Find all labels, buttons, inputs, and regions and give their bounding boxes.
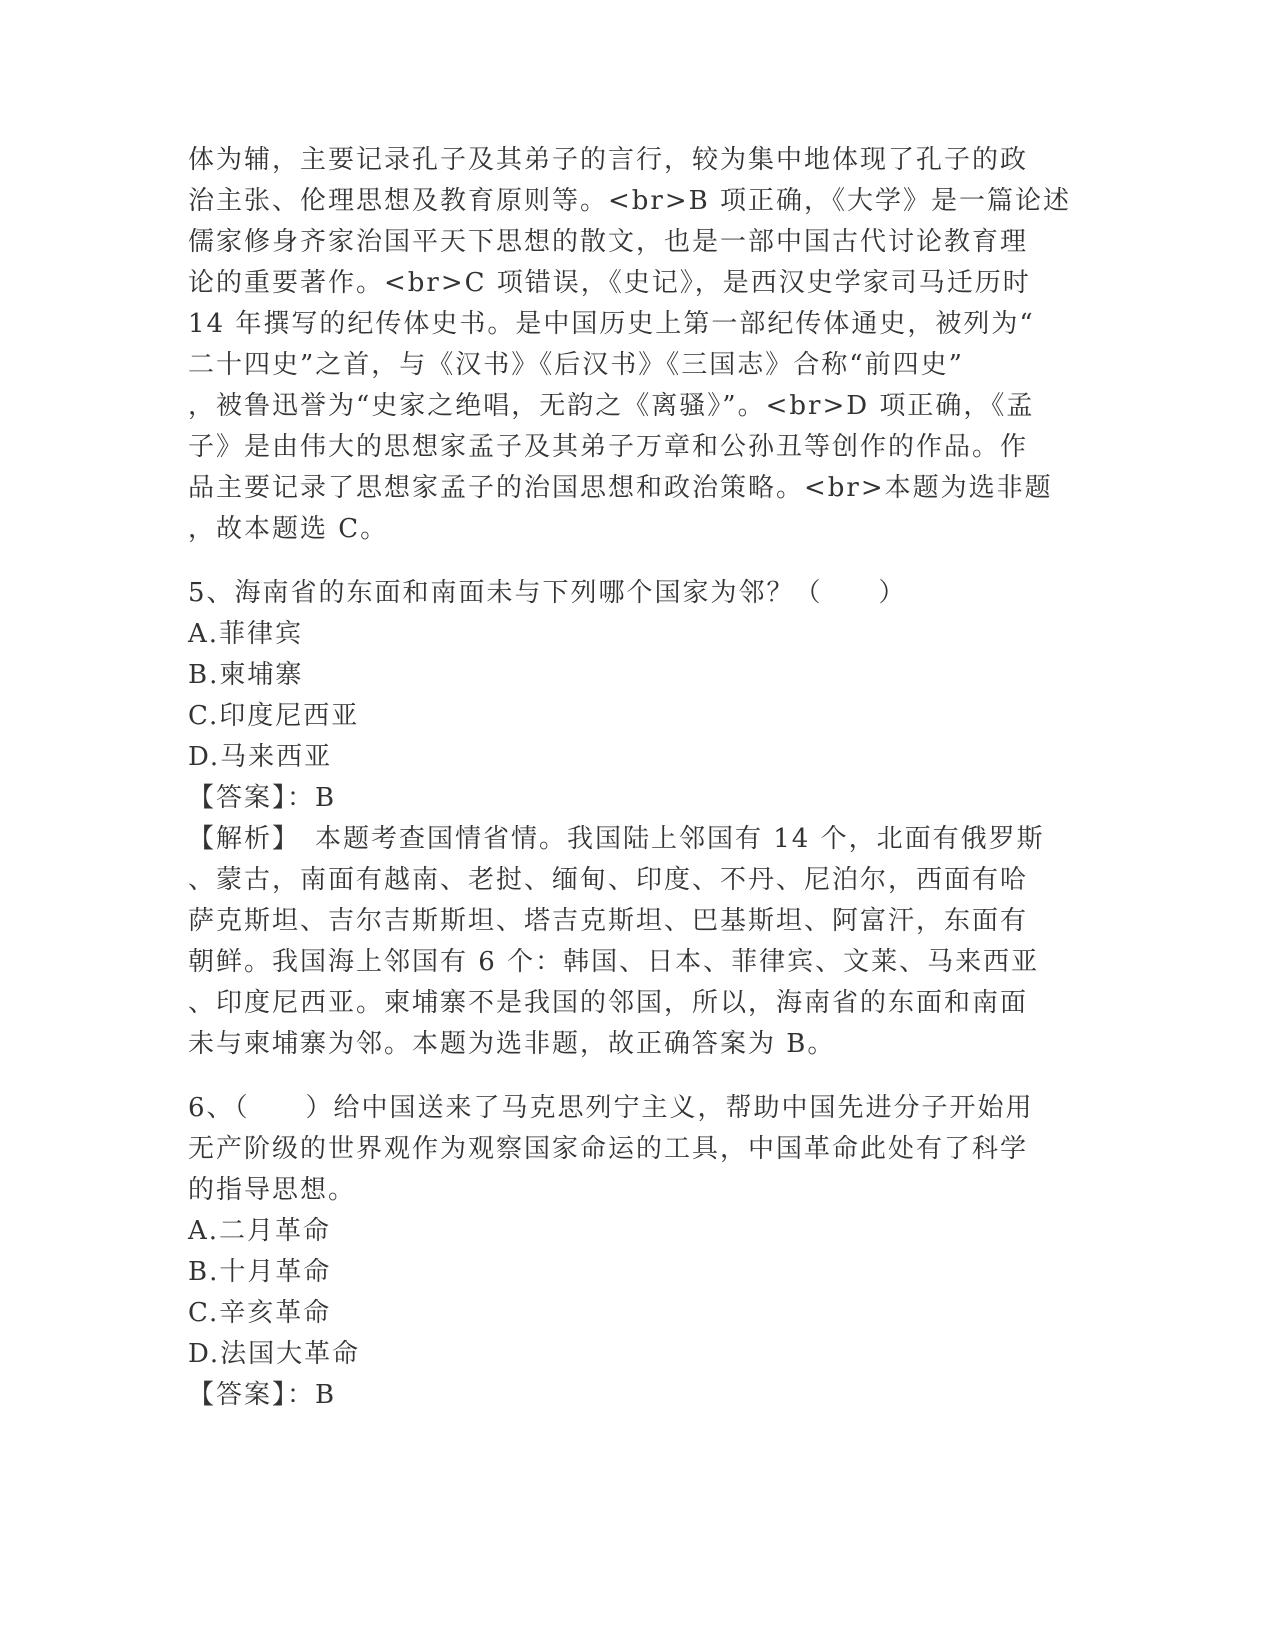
q5-stem: 5、海南省的东面和南面未与下列哪个国家为邻？（ ） xyxy=(188,578,907,608)
q6-stem-line: 无产阶级的世界观作为观察国家命运的工具，中国革命此处有了科学 xyxy=(188,1134,1029,1164)
q6-option-b: B.十月革命 xyxy=(188,1257,332,1287)
prev-explanation-line: 治主张、伦理思想及教育原则等。<br>B 项正确，《大学》是一篇论述 xyxy=(188,186,1072,216)
q5-option-d: D.马来西亚 xyxy=(188,742,333,772)
prev-explanation-line: 品主要记录了思想家孟子的治国思想和政治策略。<br>本题为选非题 xyxy=(188,473,1053,503)
q5-option-a: A.菲律宾 xyxy=(188,619,304,649)
q5-analysis-line: 萨克斯坦、吉尔吉斯斯坦、塔吉克斯坦、巴基斯坦、阿富汗，东面有 xyxy=(188,906,1029,936)
q5-analysis-line: 、蒙古，南面有越南、老挝、缅甸、印度、不丹、尼泊尔，西面有哈 xyxy=(188,865,1029,895)
q5-answer: 【答案】：B xyxy=(188,783,337,813)
q6-option-a: A.二月革命 xyxy=(188,1216,332,1246)
q6-stem-line: 6、（ ）给中国送来了马克思列宁主义，帮助中国先进分子开始用 xyxy=(188,1093,1034,1123)
prev-explanation-line: 14 年撰写的纪传体史书。是中国历史上第一部纪传体通史，被列为“ xyxy=(188,309,1035,339)
q5-analysis-line: 朝鲜。我国海上邻国有 6 个：韩国、日本、菲律宾、文莱、马来西亚 xyxy=(188,947,1040,977)
prev-explanation-line: ，故本题选 C。 xyxy=(188,514,389,544)
prev-explanation-line: 儒家修身齐家治国平天下思想的散文，也是一部中国古代讨论教育理 xyxy=(188,227,1029,257)
prev-explanation-line: 体为辅，主要记录孔子及其弟子的言行，较为集中地体现了孔子的政 xyxy=(188,145,1029,175)
q5-analysis-line: 【解析】 本题考查国情省情。我国陆上邻国有 14 个，北面有俄罗斯 xyxy=(188,824,1045,854)
q5-option-b: B.柬埔寨 xyxy=(188,660,304,690)
prev-explanation-line: 论的重要著作。<br>C 项错误，《史记》，是西汉史学家司马迁历时 xyxy=(188,268,1031,298)
q6-answer: 【答案】：B xyxy=(188,1380,337,1410)
q6-option-d: D.法国大革命 xyxy=(188,1339,361,1369)
prev-explanation-line: ，被鲁迅誉为“史家之绝唱，无韵之《离骚》”。<br>D 项正确，《孟 xyxy=(188,391,1035,421)
prev-explanation-line: 二十四史”之首，与《汉书》《后汉书》《三国志》合称“前四史” xyxy=(188,350,964,380)
q6-option-c: C.辛亥革命 xyxy=(188,1298,332,1328)
q5-analysis-line: 、印度尼西亚。柬埔寨不是我国的邻国，所以，海南省的东面和南面 xyxy=(188,988,1029,1018)
prev-explanation-line: 子》是由伟大的思想家孟子及其弟子万章和公孙丑等创作的作品。作 xyxy=(188,432,1029,462)
q6-stem-line: 的指导思想。 xyxy=(188,1175,357,1205)
q5-option-c: C.印度尼西亚 xyxy=(188,701,360,731)
q5-analysis-line: 未与柬埔寨为邻。本题为选非题，故正确答案为 B。 xyxy=(188,1029,836,1059)
